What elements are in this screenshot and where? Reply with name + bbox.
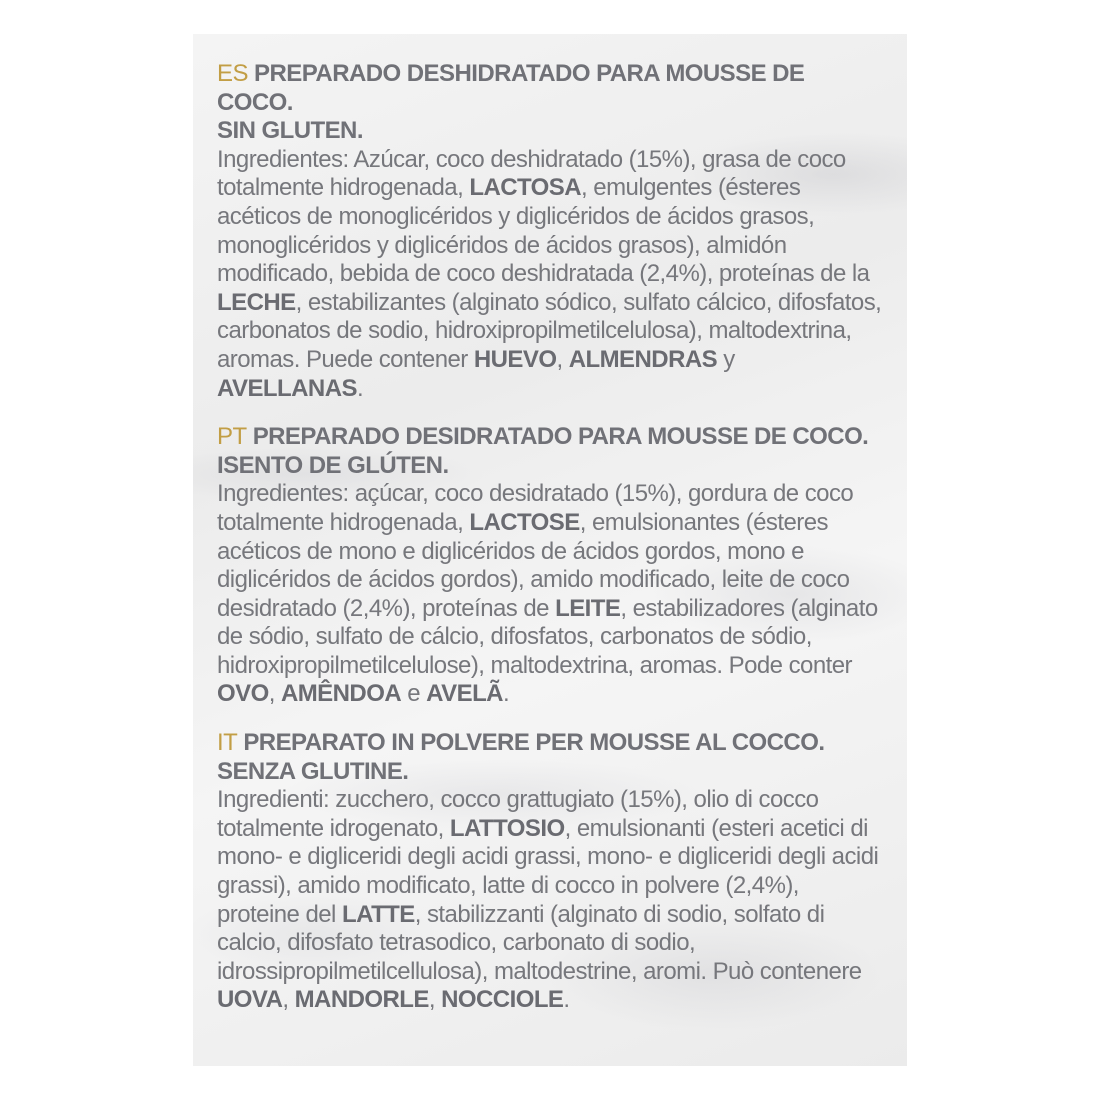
allergen: OVO	[217, 680, 269, 708]
title-line-1: PREPARADO DESHIDRATADO PARA MOUSSE DE COCO.	[217, 60, 805, 116]
allergen: AMÊNDOA	[280, 680, 402, 708]
allergen: MANDORLE	[294, 986, 429, 1014]
ingredients-segment: ,	[556, 345, 569, 373]
ingredients-segment: e	[401, 680, 427, 708]
ingredients-segment: ,	[282, 986, 295, 1014]
ingredients-segment: , emulsionantes (ésteres acéticos de mono e diglicéridos de ácidos gordos, mono e diglicéridos de ácidos gordos), amido modificado, leite de coco desidratado (2,4%), proteínas de	[217, 508, 850, 622]
language-code: ES	[217, 60, 248, 87]
title-line-2: SENZA GLUTINE.	[217, 757, 409, 785]
allergen: NOCCIOLE	[441, 986, 564, 1014]
lang-block-pt	[217, 423, 885, 709]
allergen: LACTOSE	[469, 508, 580, 536]
allergen: AVELLANAS	[217, 374, 357, 402]
title-line-1: PREPARATO IN POLVERE PER MOUSSE AL COCCO.	[237, 729, 825, 757]
ingredients-segment: Ingredientes: açúcar, coco desidratado (15%), gordura de coco totalmente hidrogenada,	[217, 480, 854, 536]
allergen: HUEVO	[473, 345, 557, 373]
title-line-2: ISENTO DE GLÚTEN.	[217, 451, 449, 479]
ingredients-segment: Ingredientes: Azúcar, coco deshidratado (15%), grasa de coco totalmente hidrogenada,	[217, 145, 846, 202]
ingredient-label-panel	[193, 34, 907, 1066]
allergen: LATTE	[341, 900, 415, 928]
allergen: UOVA	[217, 986, 283, 1014]
product-title	[217, 729, 885, 758]
product-title	[217, 423, 885, 452]
language-code: PT	[217, 423, 247, 451]
product-title	[217, 60, 885, 117]
ingredients-segment: ,	[428, 986, 442, 1014]
ingredients-segment: , estabilizadores (alginato de sódio, sulfato de cálcio, difosfatos, carbonatos de sódio, hidroxipropilmetilcelulose), maltodextrina, aromas. Pode conter	[217, 594, 878, 679]
title-line-2: SIN GLUTEN.	[217, 117, 363, 145]
ingredients-segment: ,	[268, 680, 281, 708]
allergen: LACTOSA	[469, 174, 582, 202]
language-code: IT	[217, 729, 238, 757]
ingredients-segment: y	[717, 345, 735, 373]
allergen: LEITE	[555, 594, 621, 622]
allergen: LECHE	[217, 288, 296, 316]
ingredients-text	[217, 480, 885, 709]
ingredients-segment: , estabilizantes (alginato sódico, sulfato cálcico, difosfatos, carbonatos de sodio, hidroxipropilmetilcelulosa), maltodextrina, aromas. Puede contener	[217, 288, 882, 373]
allergen: LATTOSIO	[449, 814, 565, 842]
ingredients-segment: Ingredienti: zucchero, cocco grattugiato (15%), olio di cocco totalmente idrogenato,	[217, 786, 819, 842]
ingredients-segment: , emulgentes (ésteres acéticos de monoglicéridos y diglicéridos de ácidos grasos, monoglicéridos y diglicéridos de ácidos grasos), almidón modificado, bebida de coco deshidratada (2,4%), proteínas de la	[217, 174, 870, 288]
ingredients-segment: , emulsionanti (esteri acetici di mono- e digliceridi degli acidi grassi, mono- e digliceridi degli acidi grassi), amido modificato, latte di cocco in polvere (2,4%), proteine del	[217, 814, 879, 928]
lang-block-it	[217, 729, 885, 1015]
ingredients-segment: .	[502, 680, 510, 708]
allergen: AVELÃ	[426, 680, 503, 708]
title-line-1: PREPARADO DESIDRATADO PARA MOUSSE DE COCO.	[246, 423, 869, 451]
ingredients-segment: .	[356, 374, 364, 402]
allergen: ALMENDRAS	[568, 345, 718, 373]
ingredients-segment: , stabilizzanti (alginato di sodio, solfato di calcio, difosfato tetrasodico, carbonato di sodio, idrossipropilmetilcellulosa), maltodestrine, aromi. Può contenere	[217, 900, 862, 985]
lang-block-es	[217, 60, 885, 403]
ingredients-text	[217, 786, 885, 1015]
ingredients-text	[217, 146, 885, 403]
ingredients-segment: .	[563, 986, 570, 1014]
